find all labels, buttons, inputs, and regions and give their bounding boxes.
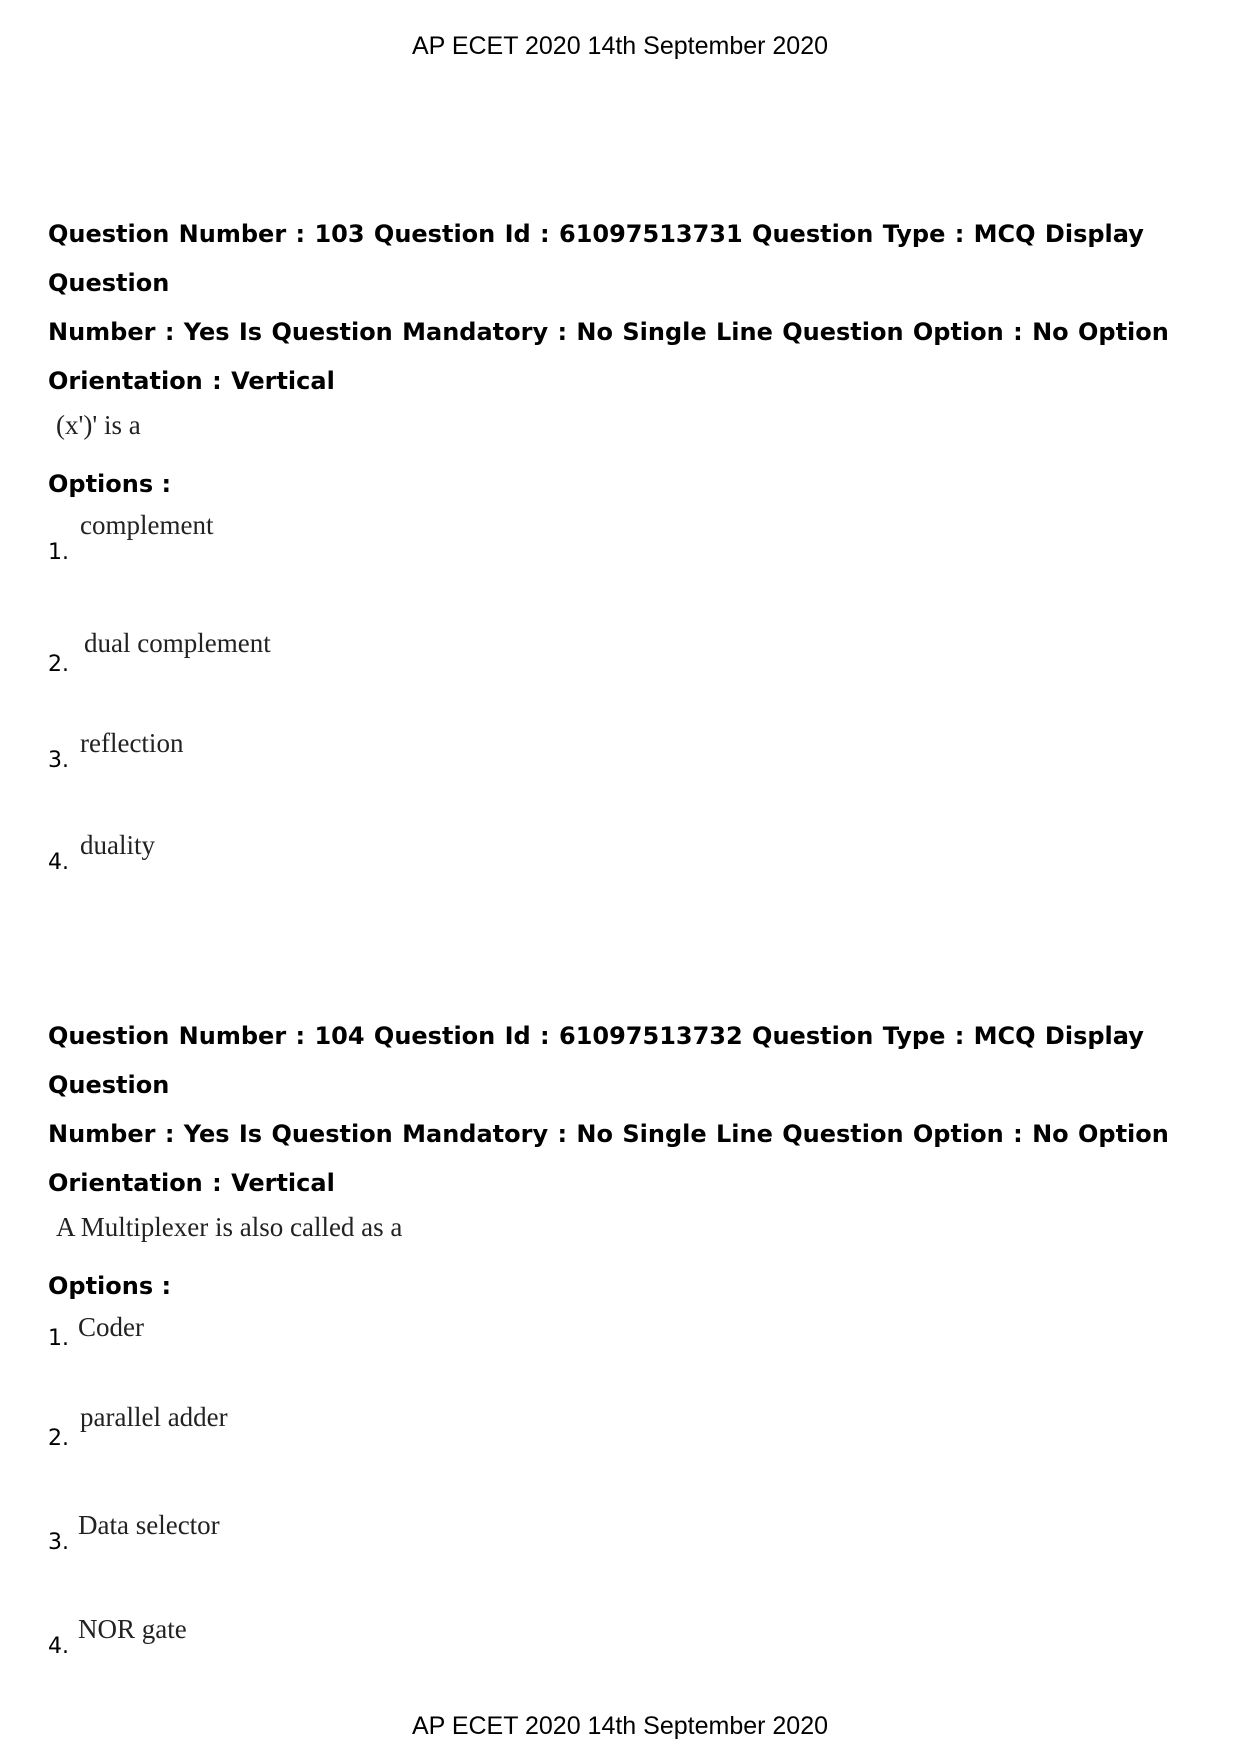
option-text: dual complement <box>84 628 271 658</box>
option-item <box>48 510 1198 618</box>
question-meta-line: Question Number : 103 Question Id : 61097513731 Question Type : MCQ Display Question <box>48 220 1144 297</box>
option-number: 4. <box>48 850 69 875</box>
option-number: 1. <box>48 1326 69 1351</box>
question-meta-line: Orientation : Vertical <box>48 367 335 395</box>
option-text: parallel adder <box>80 1402 228 1432</box>
question-block-104 <box>48 1012 1198 1746</box>
question-stem: (x')' is a <box>56 410 141 440</box>
question-meta-line: Question Number : 104 Question Id : 61097513732 Question Type : MCQ Display Question <box>48 1022 1144 1099</box>
option-item <box>48 618 1198 718</box>
option-item <box>48 1510 1198 1638</box>
option-text: NOR gate <box>78 1614 187 1644</box>
options-label: Options : <box>48 1272 172 1300</box>
question-block-103 <box>48 210 1198 936</box>
option-number: 3. <box>48 1530 69 1555</box>
question-meta-line: Orientation : Vertical <box>48 1169 335 1197</box>
option-text: reflection <box>80 728 184 758</box>
options-label: Options : <box>48 470 172 498</box>
option-item <box>48 718 1198 828</box>
page-header: AP ECET 2020 14th September 2020 <box>411 32 829 60</box>
option-text: complement <box>80 510 214 540</box>
option-number: 3. <box>48 748 69 773</box>
option-number: 1. <box>48 540 69 565</box>
option-text: Data selector <box>78 1510 220 1540</box>
option-text: Coder <box>78 1312 144 1342</box>
question-meta-line: Number : Yes Is Question Mandatory : No Single Line Question Option : No Option <box>48 1120 1169 1148</box>
page-footer: AP ECET 2020 14th September 2020 <box>411 1712 829 1740</box>
option-number: 2. <box>48 652 69 677</box>
question-stem: A Multiplexer is also called as a <box>56 1212 403 1242</box>
option-number: 4. <box>48 1634 69 1659</box>
option-number: 2. <box>48 1426 69 1451</box>
option-text: duality <box>80 830 155 860</box>
option-item <box>48 1402 1198 1528</box>
question-meta-line: Number : Yes Is Question Mandatory : No Single Line Question Option : No Option <box>48 318 1169 346</box>
option-item <box>48 1312 1198 1416</box>
option-item <box>48 828 1198 936</box>
